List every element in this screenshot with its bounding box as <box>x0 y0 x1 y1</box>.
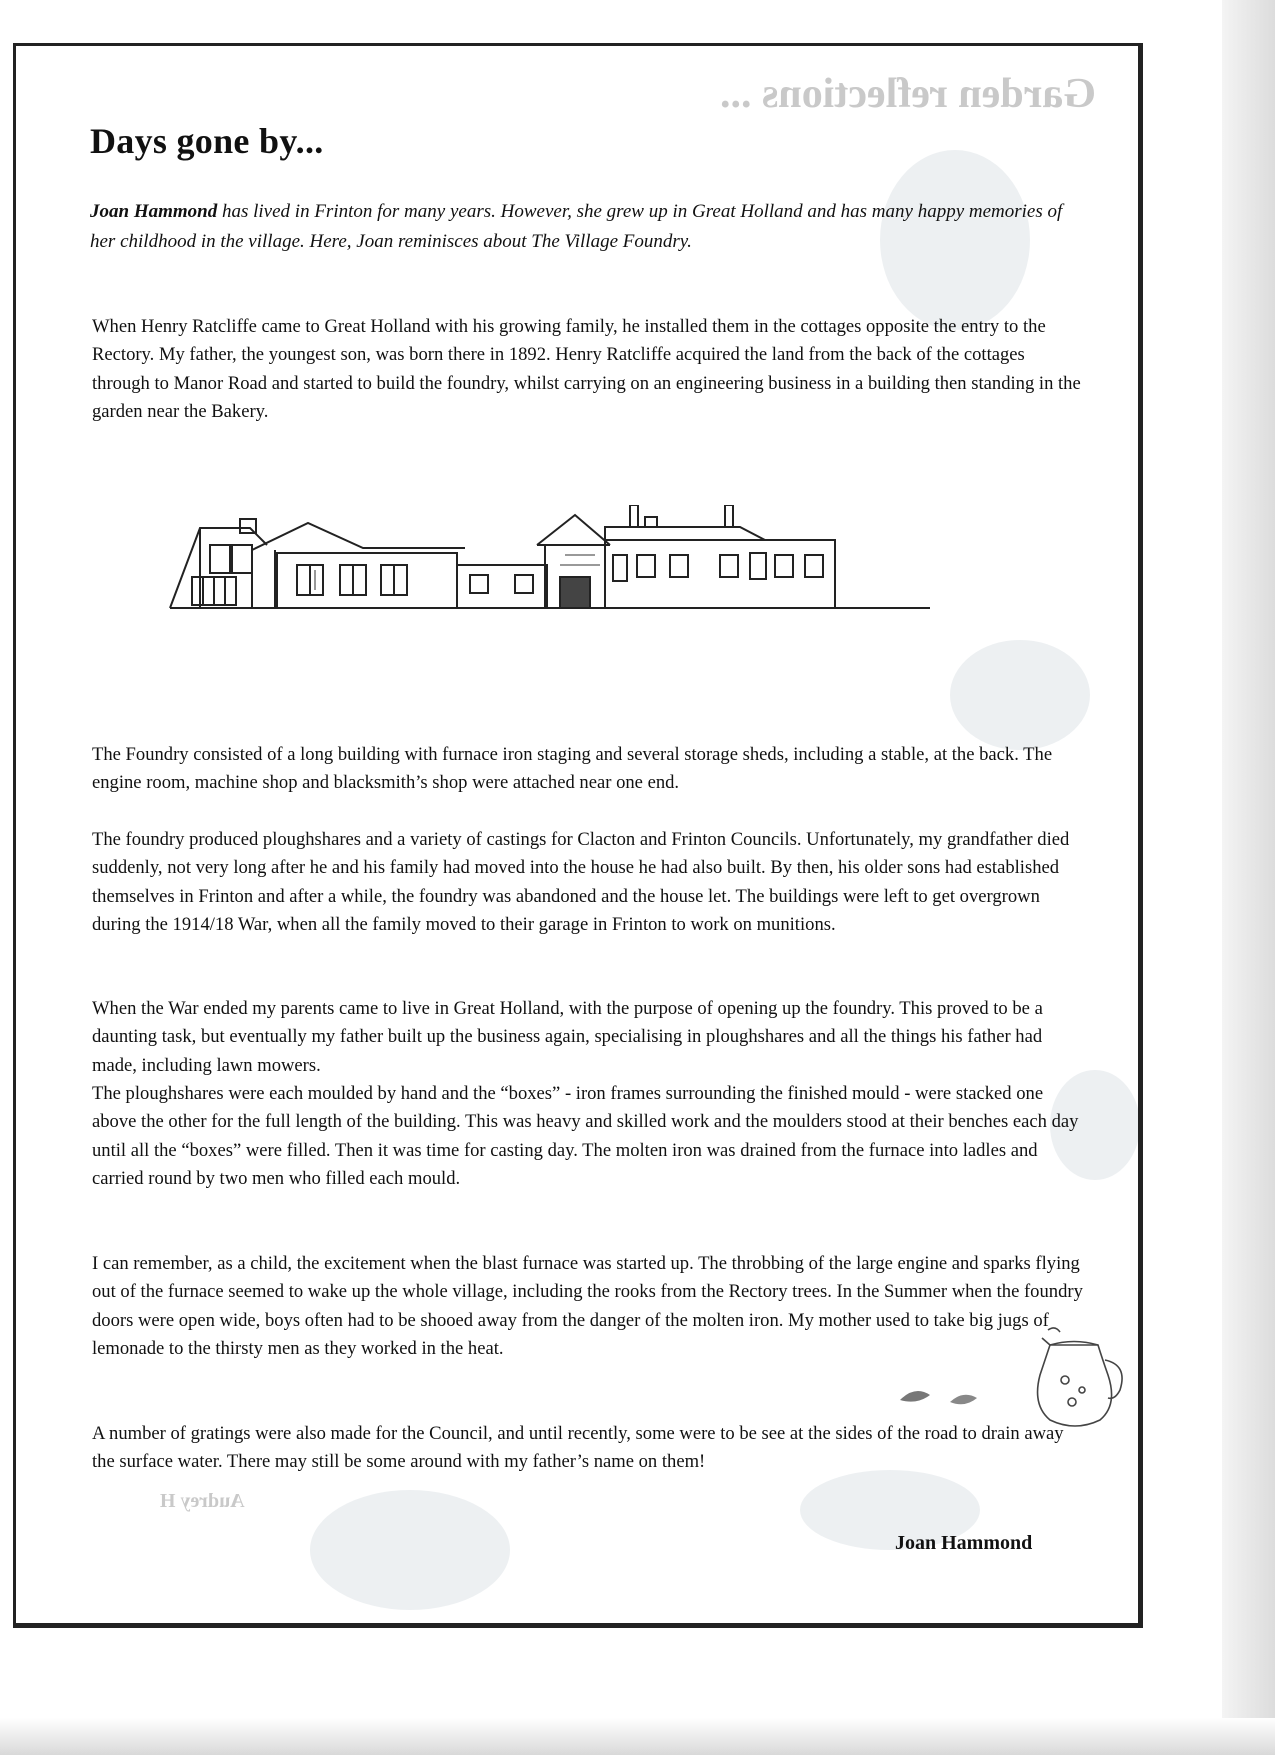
intro-author-name: Joan Hammond <box>90 201 218 222</box>
intro-text: has lived in Frinton for many years. However, she grew up in Great Holland and has many happy memories of her childhood in the village. Here, Joan reminisces about The Village Foundry. <box>90 201 1063 252</box>
page-edge-shadow <box>1222 0 1275 1755</box>
leaf-doodle-icon <box>895 1370 985 1410</box>
intro-paragraph <box>90 197 1080 257</box>
page-title: Days gone by... <box>90 121 324 161</box>
body-paragraph: When the War ended my parents came to live in Great Holland, with the purpose of opening up the foundry. This proved to be a daunting task, but eventually my father built up the business again, specialising in ploughshares and all the things his father had made, including lawn mowers. <box>92 998 1043 1076</box>
body-paragraph: The foundry produced ploughshares and a variety of castings for Clacton and Frinton Councils. Unfortunately, my grandfather died suddenly, not very long after he and his family had moved into the house he had also built. By then, his older sons had established themselves in Frinton and after a while, the foundry was abandoned and the house let. The buildings were left to get overgrown during the 1914/18 War, when all the family moved to their garage in Frinton to work on munitions. <box>92 829 1070 936</box>
scan-bottom-shadow <box>0 1718 1275 1755</box>
body-paragraph: A number of gratings were also made for the Council, and until recently, some were to be see at the sides of the road to drain away the surface water. There may still be some around with my father’s name on them! <box>92 1423 1064 1473</box>
body-paragraph: I can remember, as a child, the excitement when the blast furnace was started up. The throbbing of the large engine and sparks flying out of the furnace seemed to wake up the whole village, including the rooks from the Rectory trees. In the Summer when the foundry doors were open wide, boys often had to be shooed away from the danger of the molten iron. My mother used to take big jugs of lemonade to the thirsty men as they worked in the heat. <box>92 1253 1083 1360</box>
body-paragraph: The ploughshares were each moulded by hand and the “boxes” - iron frames surrounding the finished mould - were stacked one above the other for the full length of the building. This was heavy and skilled work and the moulders stood at their benches each day until all the “boxes” were filled. Then it was time for casting day. The molten iron was drained from the furnace into ladles and carried round by two men who filled each mould. <box>92 1083 1079 1190</box>
bleed-through-author: Audrey H <box>160 1490 245 1512</box>
body-paragraph: The Foundry consisted of a long building with furnace iron staging and several storage sheds, including a stable, at the back. The engine room, machine shop and blacksmith’s shop were attached near one end. <box>92 744 1053 794</box>
body-paragraph: When Henry Ratcliffe came to Great Holland with his growing family, he installed them in the cottages opposite the entry to the Rectory. My father, the youngest son, was born there in 1892. Henry Ratcliffe acquired the land from the back of the cottages through to Manor Road and started to build the foundry, whilst carrying on an engineering business in a building then standing in the garden near the Bakery. <box>92 316 1081 423</box>
bleed-through-title: Garden reflections ... <box>720 71 1096 117</box>
signature: Joan Hammond <box>895 1532 1033 1554</box>
foundry-sketch-illustration <box>165 505 935 620</box>
lemonade-jug-icon <box>1020 1320 1135 1435</box>
